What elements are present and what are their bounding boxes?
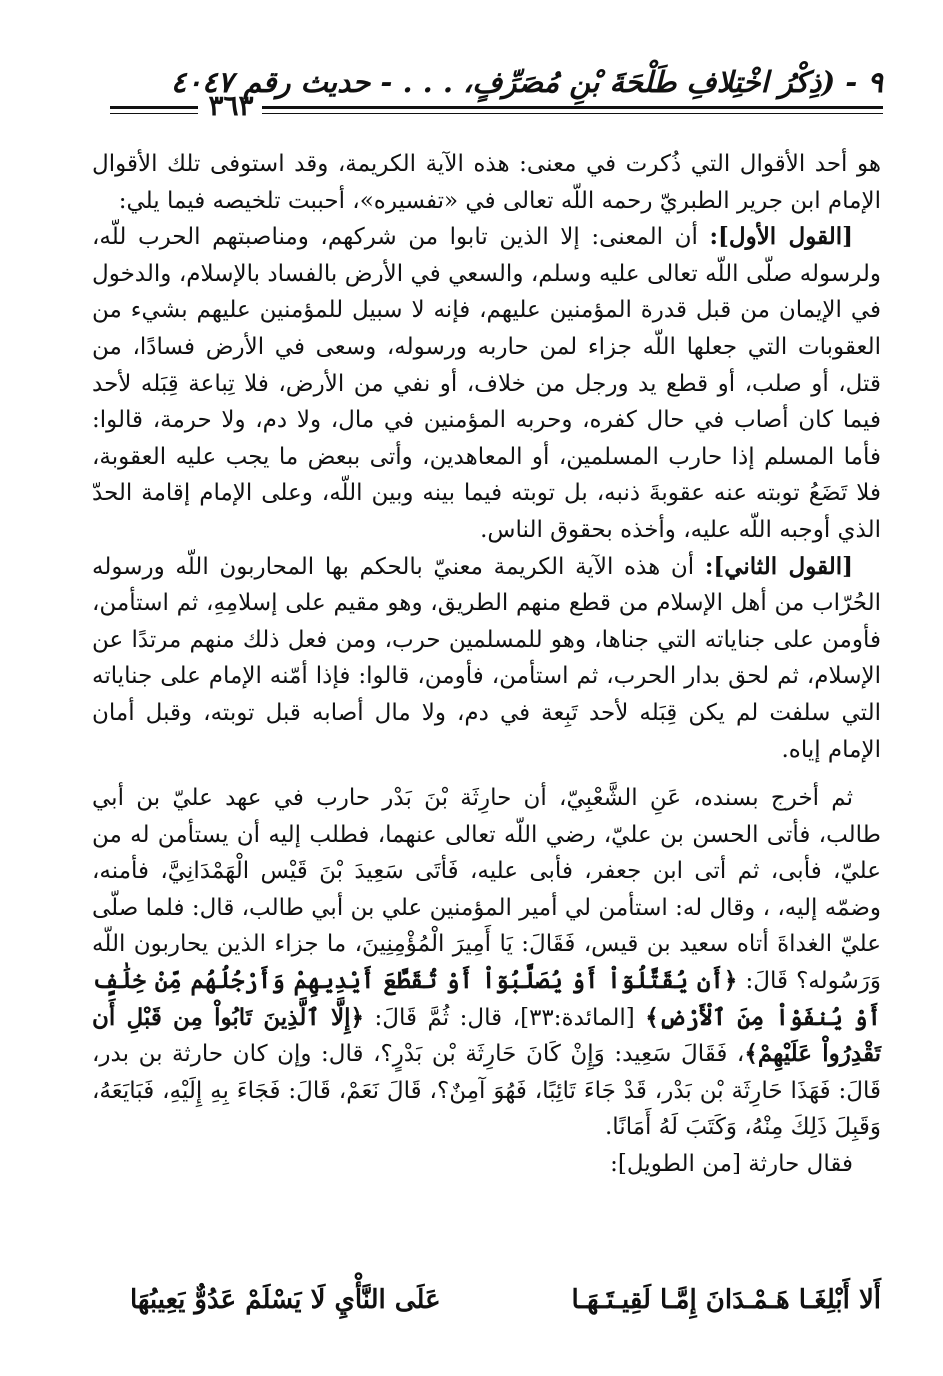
poem-verse — [130, 1280, 881, 1320]
paragraph-text: ، فَقَالَ سَعِيد: وَإِنْ كَانَ حَارِثَة بْن بَدْرٍ؟، قال: وإن كان حارثة بن بدر، قَالَ: فَهَذَا حَارِثَة بْن بَدْر، قَدْ جَاءَ تَائِبًا، فَهُوَ آمِنٌ؟، قَالَ نَعَمْ، قَالَ: فَجَاءَ بِهِ إِلَيْهِ، فَبَايَعَهُ، وَقَبِلَ ذَلِكَ مِنْهُ، وَكَتَبَ لَهُ أَمَانًا. — [92, 1041, 881, 1141]
paragraph-text: أن المعنى: إلا الذين تابوا من شركهم، ومناصبتهم الحرب للّه، ولرسوله صلّى اللّه تعالى عليه وسلم، والسعي في الأرض بالفساد بالإسلام، والدخول في الإيمان من قبل قدرة المؤمنين عليهم، فإنه لا سبيل للمؤمنين عليهم بشيء من العقوبات التي جعلها اللّه جزاء لمن حاربه ورسوله، وسعى في الأرض فسادًا، من قتل، أو صلب، أو قطع يد ورجل من خلاف، أو نفي من الأرض، فلا تِباعة قِبَله لأحد فيما كان أصاب في حال كفره، وحربه المؤمنين في مال، ولا دم، ولا حرمة، قالوا: فأما المسلم إذا حارب المسلمين، أو المعاهدين، وأتى ببعض ما يجب عليه العقوبة، فلا تَضَعُ توبته عنه عقوبةَ ذنبه، بل توبته فيما بينه وبين اللّه، وعلى الإمام إقامة الحدّ الذي أوجبه اللّه عليه، وأخذه بحقوق الناس. — [92, 224, 881, 543]
running-header — [110, 62, 883, 132]
paragraph-text: هو أحد الأقوال التي ذُكرت في معنى: هذه الآية الكريمة، وقد استوفى تلك الأقوال الإمام ابن جرير الطبريّ رحمه اللّه تعالى في «تفسيره»، أحببت تلخيصه فيما يلي: — [92, 151, 881, 214]
paragraph-text: أن هذه الآية الكريمة معنيّ بالحكم بها المحاربون اللّه ورسوله الحُرّاب من أهل الإسلام من قطع منهم الطريق، وهو مقيم على إسلامِهِ، ثم استأمن، فأومن على جناياته التي جناها، وهو للمسلمين حرب، ومن فعل ذلك منهم مرتدًا عن الإسلام، ثم لحق بدار الحرب، ثم استأمن، فأومن، قالوا: فإذا أمّنه الإمام على جناياته التي سلفت لم يكن قِبَله لأحد تَبِعة في دم، ولا مال أصابه قبل توبته، وقبل أمان الإمام إياه. — [92, 553, 881, 763]
paragraph-narration — [92, 780, 881, 1146]
header-rule — [262, 106, 883, 114]
paragraph-intro — [92, 146, 881, 219]
quran-verse: ﴿إِلَّا ٱلَّذِينَ تَابُواْ مِن قَبْلِ أَن تَقْدِرُواْ عَلَيْهِمْ﴾ — [92, 1003, 881, 1068]
paragraph-text: [المائدة:٣٣]، قال: ثُمَّ قَالَ: — [364, 1004, 646, 1031]
page-number-rule — [110, 106, 198, 114]
poem-hemistich-second: عَلَى النَّأْيِ لَا يَسْلَمْ عَدُوٌّ يَعِيبُهَا — [130, 1285, 441, 1315]
paragraph-first-opinion — [92, 219, 881, 548]
paragraph-text: ثم أخرج بسنده، عَنِ الشَّعْبِيّ، أن حارِثَة بْنَ بَدْر حارب في عهد عليّ بن أبي طالب، فأتى الحسن بن عليّ، رضي اللّه تعالى عنهما، فطلب إليه أن يستأمن له من عليّ، فأبى، ثم أتى ابن جعفر، فأبى عليه، فَأتَى سَعِيدَ بْنَ قَيْس الْهَمْدَانِيَّ، فأمنه، وضمّه إليه، ، وقال له: استأمن لي أمير المؤمنين علي بن أبي طالب، قال: فلما صلّى عليّ الغداةَ أتاه سعيد بن قيس، فَقَالَ: يَا أَمِيرَ الْمُؤْمِنِينَ، ما جزاء الذين يحاربون اللّه وَرَسُوله؟ قَالَ: — [92, 785, 881, 995]
paragraph-poem-intro — [92, 1146, 881, 1183]
poem-hemistich-first: أَلا أَبْلِغَـا هَـمْـدَانَ إِمَّـا لَقِيـتَـهَـا — [571, 1285, 881, 1315]
quran-verse: ﴿أَن يُقَتَّلُوٓاْ أَوْ يُصَلَّبُوٓاْ أَوْ تُقَطَّعَ أَيْدِيهِمْ وَأَرْجُلُهُم مِّنْ خِلَٰفٍ أَوْ يُنفَوْاْ مِنَ ٱلْأَرْضِ﴾ — [92, 967, 882, 1031]
paragraph-text: فقال حارثة [من الطويل]: — [610, 1151, 853, 1178]
page-number: ٣٦٣ — [208, 89, 254, 122]
main-text — [92, 146, 881, 1183]
header-title: ٩ - (ذِكْرُ اخْتِلافِ طَلْحَةَ بْنِ مُصَرِّفٍ، . . . - حديث رقم ٤٠٤٧ — [170, 65, 883, 99]
paragraph-second-opinion — [92, 549, 881, 769]
first-opinion-label: [القول الأول]: — [709, 223, 853, 251]
second-opinion-label: [القول الثاني]: — [704, 552, 853, 580]
